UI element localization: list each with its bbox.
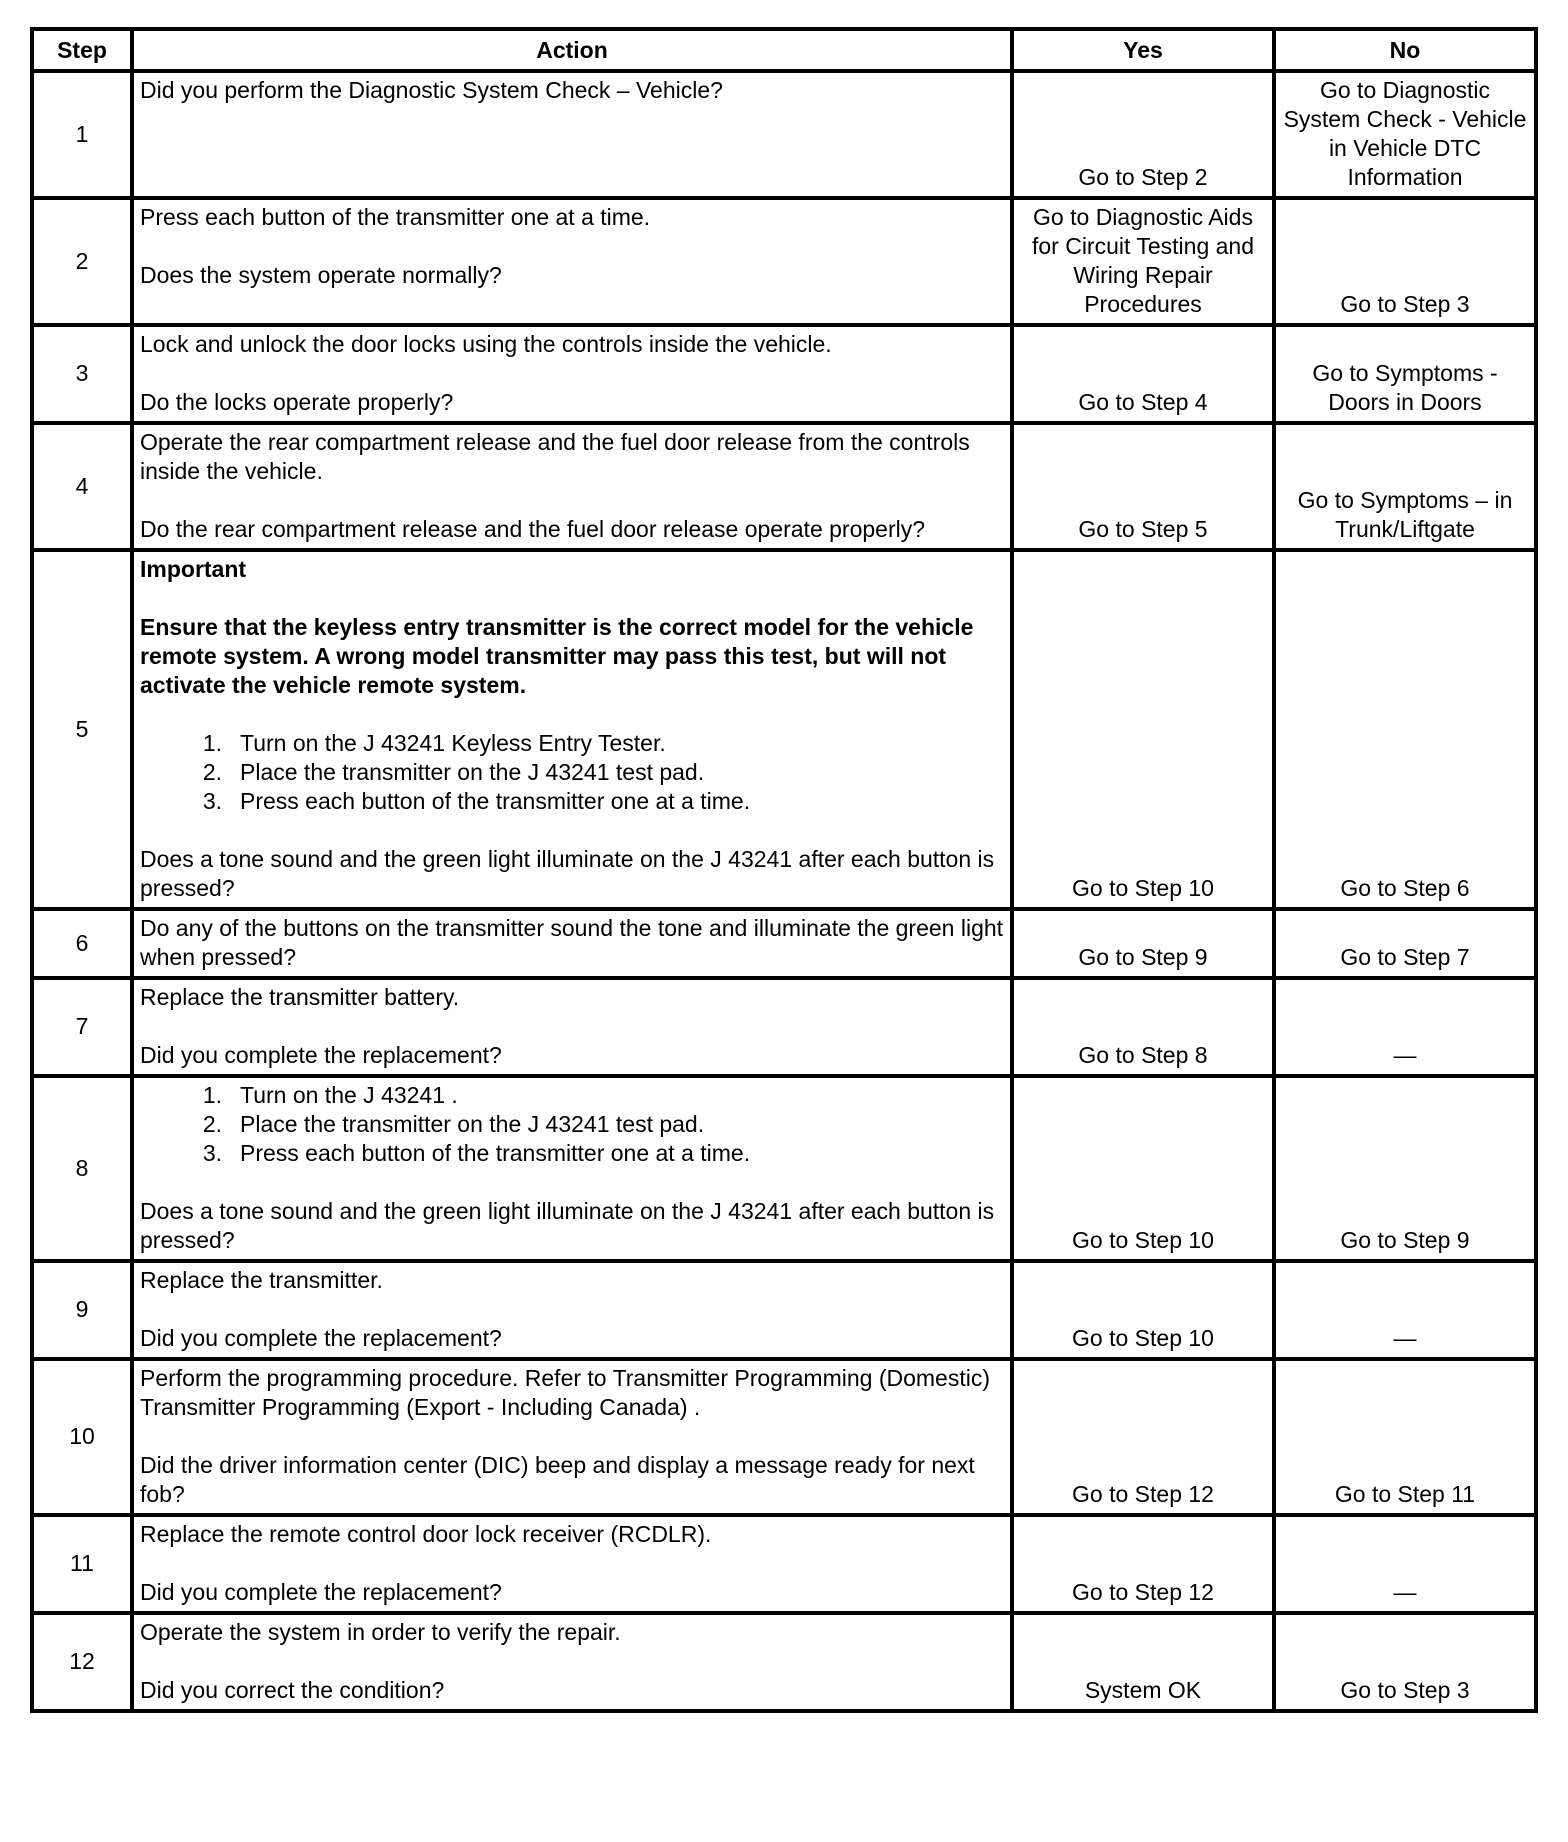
step-number: 10 — [32, 1359, 132, 1515]
action-text: Replace the transmitter battery. — [140, 984, 460, 1010]
action-cell — [132, 198, 1012, 325]
action-text: Perform the programming procedure. Refer to Transmitter Programming (Domestic) Transmitter Programming (Export - Including Canada) . — [140, 1365, 991, 1420]
action-cell — [132, 1613, 1012, 1711]
yes-cell: Go to Step 2 — [1012, 71, 1274, 198]
yes-cell: Go to Step 10 — [1012, 1076, 1274, 1261]
step-number: 12 — [32, 1613, 132, 1711]
action-question: Do any of the buttons on the transmitter sound the tone and illuminate the green light when pressed? — [140, 915, 1004, 970]
step-number: 9 — [32, 1261, 132, 1359]
action-cell — [132, 325, 1012, 423]
table-row — [32, 550, 1536, 909]
no-cell: Go to Step 9 — [1274, 1076, 1536, 1261]
table-row — [32, 71, 1536, 198]
action-cell — [132, 550, 1012, 909]
action-question: Does the system operate normally? — [140, 262, 502, 288]
procedure-list — [140, 1081, 1004, 1168]
list-item: 1. Turn on the J 43241 . — [202, 1082, 458, 1108]
no-cell: Go to Step 7 — [1274, 909, 1536, 978]
no-cell: Go to Step 3 — [1274, 198, 1536, 325]
table-row — [32, 325, 1536, 423]
action-cell — [132, 978, 1012, 1076]
step-number: 4 — [32, 423, 132, 550]
action-cell — [132, 423, 1012, 550]
no-cell: — — [1274, 1261, 1536, 1359]
list-item: 1. Turn on the J 43241 Keyless Entry Tester. — [202, 730, 666, 756]
table-row — [32, 1613, 1536, 1711]
step-number: 5 — [32, 550, 132, 909]
no-cell: — — [1274, 1515, 1536, 1613]
step-number: 2 — [32, 198, 132, 325]
step-number: 6 — [32, 909, 132, 978]
yes-cell: Go to Step 8 — [1012, 978, 1274, 1076]
yes-cell: Go to Step 12 — [1012, 1359, 1274, 1515]
action-question: Does a tone sound and the green light illuminate on the J 43241 after each button is pressed? — [140, 1198, 995, 1253]
step-number: 11 — [32, 1515, 132, 1613]
header-no: No — [1274, 29, 1536, 71]
action-cell — [132, 1515, 1012, 1613]
action-question: Does a tone sound and the green light illuminate on the J 43241 after each button is pressed? — [140, 846, 995, 901]
action-cell — [132, 1359, 1012, 1515]
step-number: 3 — [32, 325, 132, 423]
action-question: Do the locks operate properly? — [140, 389, 454, 415]
yes-cell: Go to Step 5 — [1012, 423, 1274, 550]
header-action: Action — [132, 29, 1012, 71]
action-cell — [132, 1076, 1012, 1261]
diagnostic-table — [30, 27, 1538, 1713]
yes-cell: Go to Step 9 — [1012, 909, 1274, 978]
step-number: 7 — [32, 978, 132, 1076]
yes-cell: Go to Step 10 — [1012, 1261, 1274, 1359]
table-row — [32, 198, 1536, 325]
action-cell — [132, 71, 1012, 198]
procedure-list — [140, 729, 1004, 816]
action-question: Do the rear compartment release and the fuel door release operate properly? — [140, 516, 926, 542]
action-question: Did you complete the replacement? — [140, 1042, 502, 1068]
list-item: 3. Press each button of the transmitter one at a time. — [202, 1140, 751, 1166]
no-cell: Go to Diagnostic System Check - Vehicle in Vehicle DTC Information — [1274, 71, 1536, 198]
list-item: 3. Press each button of the transmitter one at a time. — [202, 788, 751, 814]
action-text: Press each button of the transmitter one at a time. — [140, 204, 651, 230]
action-text: Replace the transmitter. — [140, 1267, 383, 1293]
no-cell: Go to Symptoms – in Trunk/Liftgate — [1274, 423, 1536, 550]
action-text: Replace the remote control door lock receiver (RCDLR). — [140, 1521, 712, 1547]
step-number: 8 — [32, 1076, 132, 1261]
yes-cell: Go to Step 10 — [1012, 550, 1274, 909]
header-row — [32, 29, 1536, 71]
action-cell — [132, 909, 1012, 978]
table-row — [32, 978, 1536, 1076]
no-cell: Go to Step 6 — [1274, 550, 1536, 909]
action-question: Did you perform the Diagnostic System Check – Vehicle? — [140, 77, 723, 103]
action-question: Did the driver information center (DIC) beep and display a message ready for next fob? — [140, 1452, 975, 1507]
list-item: 2. Place the transmitter on the J 43241 test pad. — [202, 759, 705, 785]
table-row — [32, 1515, 1536, 1613]
list-item: 2. Place the transmitter on the J 43241 test pad. — [202, 1111, 705, 1137]
action-question: Did you complete the replacement? — [140, 1579, 502, 1605]
header-yes: Yes — [1012, 29, 1274, 71]
header-step: Step — [32, 29, 132, 71]
step-number: 1 — [32, 71, 132, 198]
action-cell — [132, 1261, 1012, 1359]
table-row — [32, 1261, 1536, 1359]
table-row — [32, 1359, 1536, 1515]
table-row — [32, 909, 1536, 978]
no-cell: Go to Symptoms - Doors in Doors — [1274, 325, 1536, 423]
action-question: Did you complete the replacement? — [140, 1325, 502, 1351]
action-text: Operate the system in order to verify the repair. — [140, 1619, 621, 1645]
table-row — [32, 1076, 1536, 1261]
yes-cell: Go to Step 12 — [1012, 1515, 1274, 1613]
yes-cell: Go to Step 4 — [1012, 325, 1274, 423]
yes-cell: System OK — [1012, 1613, 1274, 1711]
important-text: Ensure that the keyless entry transmitter is the correct model for the vehicle remote system. A wrong model transmitter may pass this test, but will not activate the vehicle remote system. — [140, 614, 974, 698]
action-question: Did you correct the condition? — [140, 1677, 445, 1703]
no-cell: Go to Step 3 — [1274, 1613, 1536, 1711]
no-cell: Go to Step 11 — [1274, 1359, 1536, 1515]
yes-cell: Go to Diagnostic Aids for Circuit Testing and Wiring Repair Procedures — [1012, 198, 1274, 325]
table-row — [32, 423, 1536, 550]
action-text: Lock and unlock the door locks using the controls inside the vehicle. — [140, 331, 832, 357]
action-text: Operate the rear compartment release and the fuel door release from the controls inside the vehicle. — [140, 429, 970, 484]
no-cell: — — [1274, 978, 1536, 1076]
important-title: Important — [140, 556, 247, 582]
